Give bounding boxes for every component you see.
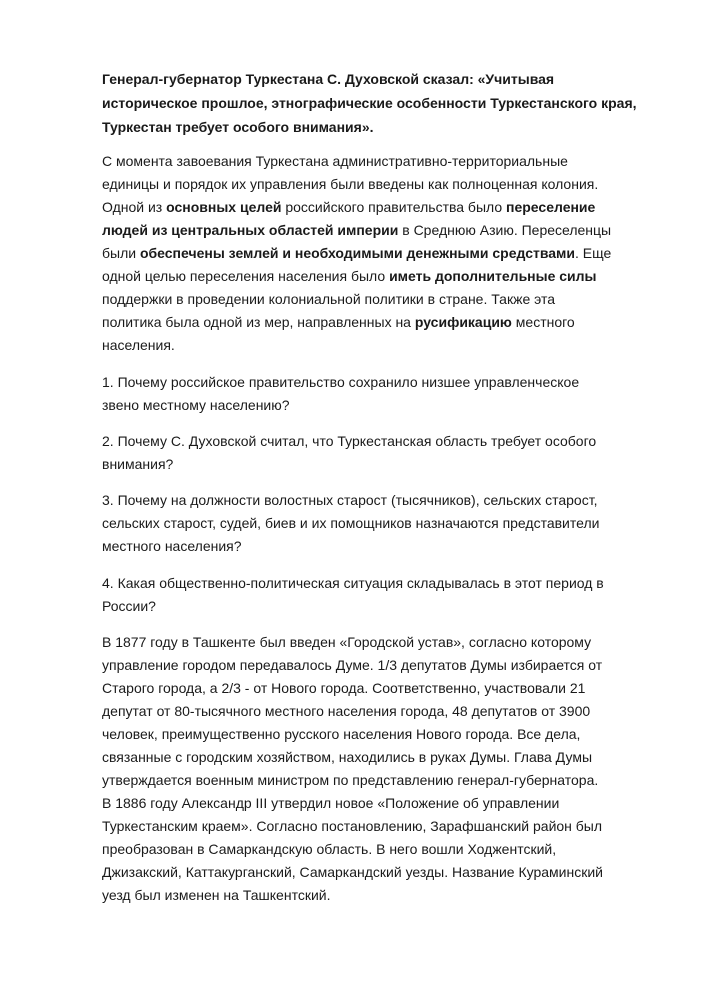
paragraph-line: депутат от 80-тысячного местного населения города, 48 депутатов от 3900 bbox=[102, 703, 591, 719]
question-3 bbox=[102, 489, 642, 558]
bold-text: переселение bbox=[506, 199, 596, 215]
text-run: одной целью переселения населения было bbox=[102, 268, 390, 284]
question-line: 1. Почему российское правительство сохранило низшее управленческое bbox=[102, 374, 580, 390]
quote-line: Туркестан требует особого внимания». bbox=[102, 119, 374, 135]
bold-text: русификацию bbox=[414, 314, 512, 330]
text-run: местного bbox=[511, 314, 575, 330]
question-line: звено местному населению? bbox=[102, 397, 290, 413]
quote-line: историческое прошлое, этнографические особенности Туркестанского края, bbox=[102, 95, 637, 111]
question-1 bbox=[102, 371, 642, 417]
question-line: внимания? bbox=[102, 456, 174, 472]
paragraph-line: единицы и порядок их управления были введены как полноценная колония. bbox=[102, 176, 599, 192]
bold-text: обеспечены землей и необходимыми денежными средствами bbox=[139, 245, 576, 261]
text-run: были bbox=[102, 245, 140, 261]
text-run: . Еще bbox=[575, 245, 612, 261]
paragraph-line: Туркестанским краем». Согласно постановлению, Зарафшанский район был bbox=[102, 818, 603, 834]
paragraph-line: преобразован в Самаркандскую область. В него вошли Ходжентский, bbox=[102, 841, 557, 857]
paragraph-city-statute bbox=[102, 631, 642, 907]
question-line: местного населения? bbox=[102, 538, 242, 554]
paragraph-line bbox=[102, 196, 642, 219]
question-line: России? bbox=[102, 598, 156, 614]
bold-text: людей из центральных областей империи bbox=[102, 222, 399, 238]
paragraph-line bbox=[102, 242, 642, 265]
text-run: в Среднюю Азию. Переселенцы bbox=[398, 222, 612, 238]
question-2 bbox=[102, 430, 642, 476]
paragraph-colonial-policy bbox=[102, 150, 642, 357]
paragraph-line: уезд был изменен на Ташкентский. bbox=[102, 887, 331, 903]
paragraph-line: Джизакский, Каттакурганский, Самаркандский уезды. Название Кураминский bbox=[102, 864, 603, 880]
paragraph-line: связанные с городским хозяйством, находились в руках Думы. Глава Думы bbox=[102, 749, 592, 765]
quote-block bbox=[102, 67, 642, 139]
paragraph-line: населения. bbox=[102, 337, 175, 353]
question-line: 3. Почему на должности волостных старост (тысячников), сельских старост, bbox=[102, 492, 598, 508]
text-run: Одной из bbox=[102, 199, 167, 215]
bold-text: иметь дополнительные силы bbox=[389, 268, 597, 284]
paragraph-line: человек, преимущественно русского населения Нового города. Все дела, bbox=[102, 726, 581, 742]
paragraph-line bbox=[102, 311, 642, 334]
bold-text: основных целей bbox=[166, 199, 282, 215]
question-line: сельских старост, судей, биев и их помощников назначаются представители bbox=[102, 515, 600, 531]
quote-line: Генерал-губернатор Туркестана С. Духовской сказал: «Учитывая bbox=[102, 71, 555, 87]
paragraph-line bbox=[102, 219, 642, 242]
question-line: 2. Почему С. Духовской считал, что Туркестанская область требует особого bbox=[102, 433, 597, 449]
paragraph-line: В 1886 году Александр III утвердил новое «Положение об управлении bbox=[102, 795, 560, 811]
text-run: политика была одной из мер, направленных на bbox=[102, 314, 415, 330]
paragraph-line: управление городом передавалось Думе. 1/3 депутатов Думы избирается от bbox=[102, 657, 603, 673]
question-4 bbox=[102, 572, 642, 618]
question-line: 4. Какая общественно-политическая ситуация складывалась в этот период в bbox=[102, 575, 604, 591]
paragraph-line: В 1877 году в Ташкенте был введен «Городской устав», согласно которому bbox=[102, 634, 592, 650]
paragraph-line: С момента завоевания Туркестана административно-территориальные bbox=[102, 153, 568, 169]
text-run: российского правительства было bbox=[281, 199, 507, 215]
paragraph-line: утверждается военным министром по представлению генерал-губернатора. bbox=[102, 772, 599, 788]
paragraph-line: Старого города, а 2/3 - от Нового города. Соответственно, участвовали 21 bbox=[102, 680, 586, 696]
paragraph-line bbox=[102, 265, 642, 288]
paragraph-line: поддержки в проведении колониальной политики в стране. Также эта bbox=[102, 291, 556, 307]
